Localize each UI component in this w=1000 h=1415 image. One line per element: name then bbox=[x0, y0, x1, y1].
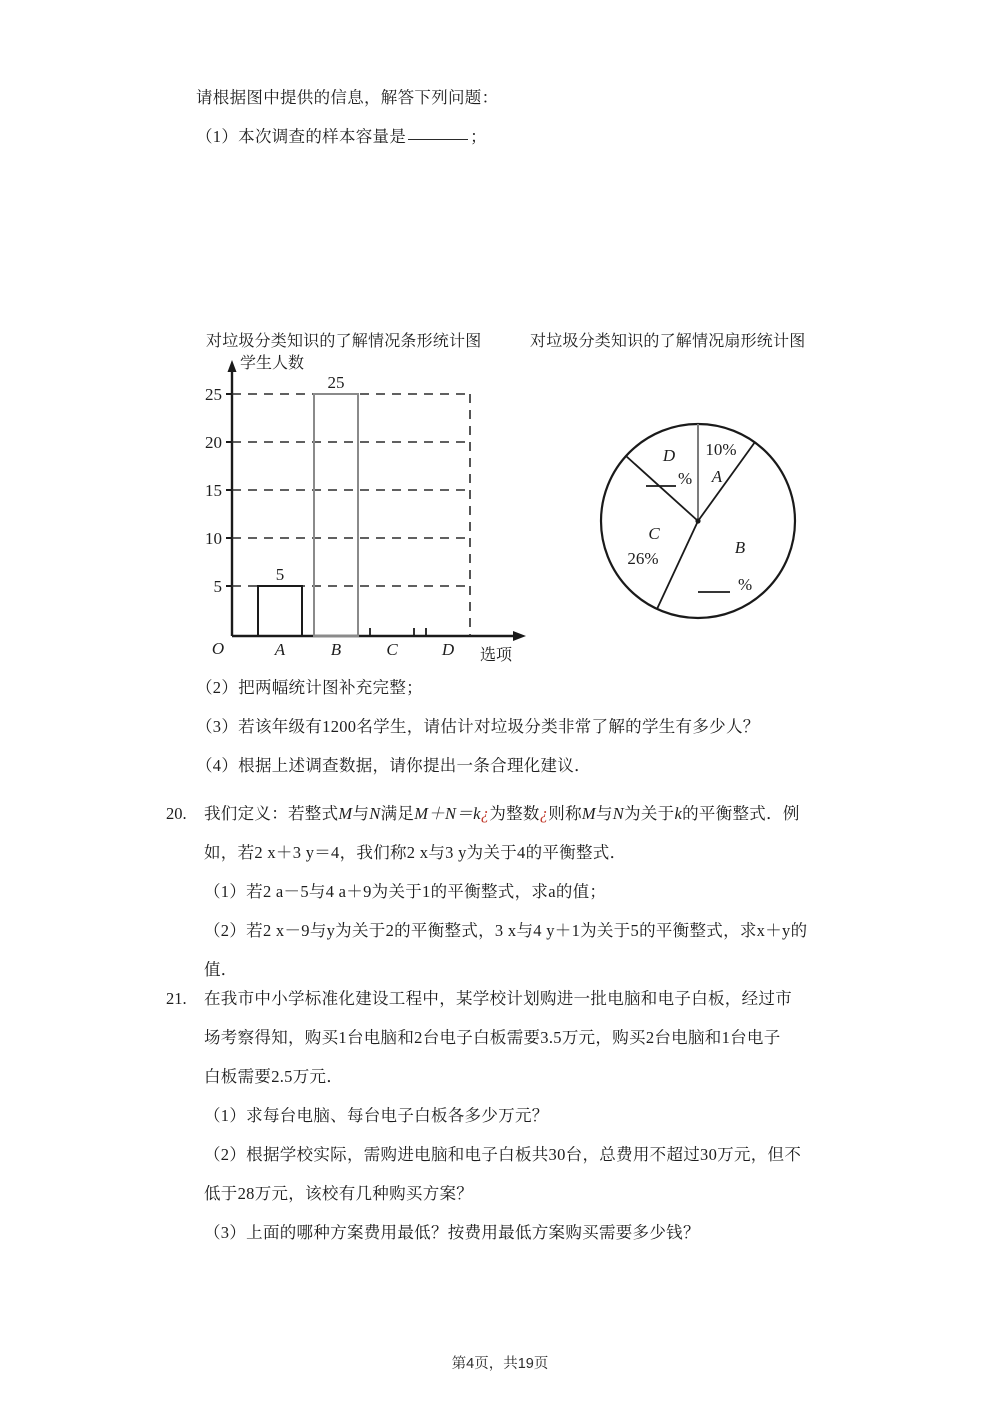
p20-l1-h: 的平衡整式．例 bbox=[682, 804, 800, 823]
problem-21-number: 21. bbox=[166, 989, 187, 1008]
y-tick-label-5: 5 bbox=[213, 577, 222, 596]
bar-A bbox=[258, 586, 302, 636]
x-category-C: C bbox=[386, 640, 398, 659]
pie-label-B-percent-sign: % bbox=[738, 575, 753, 594]
problem-20-line1 bbox=[204, 794, 800, 833]
y-axis-arrow bbox=[228, 360, 237, 372]
problem-21-sub2-line2: 低于28万元，该校有几种购买方案？ bbox=[204, 1184, 474, 1203]
question-19-1-suffix: ； bbox=[470, 127, 487, 146]
bar-A-value: 5 bbox=[275, 565, 285, 584]
bar-B bbox=[314, 394, 358, 636]
problem-21-line3: 白板需要2.5万元． bbox=[204, 1067, 344, 1086]
p20-l1-artifact-2: ¿ bbox=[539, 804, 549, 823]
p20-l1-artifact-1: ¿ bbox=[480, 804, 490, 823]
question-19-4: （4）根据上述调查数据，请你提出一条合理化建议． bbox=[196, 756, 591, 775]
p20-l1-f: 与 bbox=[595, 804, 613, 823]
fill-blank-sample-size[interactable] bbox=[408, 139, 468, 140]
page-footer: 第4页，共19页 bbox=[451, 1356, 549, 1372]
x-category-A: A bbox=[274, 640, 286, 659]
bar-chart bbox=[196, 352, 556, 664]
p20-l1-b: 与 bbox=[352, 804, 370, 823]
problem-20-sub2-line1: （2）若2 x－9与y为关于2的平衡整式，3 x与4 y＋1为关于5的平衡整式，求x＋y的 bbox=[204, 921, 808, 940]
p20-l1-e: 则称 bbox=[548, 804, 582, 823]
y-axis-title: 学生人数 bbox=[240, 355, 305, 372]
question-19-3: （3）若该年级有1200名学生，请估计对垃圾分类非常了解的学生有多少人？ bbox=[196, 717, 760, 736]
problem-20-line2: 如，若2 x＋3 y＝4，我们称2 x与3 y为关于4的平衡整式． bbox=[204, 843, 627, 862]
question-19-1-text: （1）本次调查的样本容量是 bbox=[196, 127, 407, 146]
problem-21-sub3: （3）上面的哪种方案费用最低？按费用最低方案购买需要多少钱？ bbox=[204, 1223, 700, 1242]
x-category-B: B bbox=[330, 640, 342, 659]
pie-label-A: A bbox=[711, 467, 723, 486]
problem-20-sub2-line2: 值． bbox=[204, 960, 238, 979]
pie-label-C-percent: 26% bbox=[627, 549, 659, 568]
x-category-D: D bbox=[441, 640, 455, 659]
problem-21-line2: 场考察得知，购买1台电脑和2台电子白板需要3.5万元，购买2台电脑和1台电子 bbox=[204, 1028, 781, 1047]
pie-label-C: C bbox=[648, 524, 660, 543]
pie-divider-B-C bbox=[657, 521, 698, 609]
pie-divider-C-D bbox=[626, 456, 698, 521]
origin-label: O bbox=[211, 639, 225, 658]
p20-l1-N2: N bbox=[612, 804, 625, 823]
problem-21-sub1: （1）求每台电脑、每台电子白板各多少万元？ bbox=[204, 1106, 549, 1125]
p20-l1-eq: M＋N＝k bbox=[414, 804, 481, 823]
p20-l1-d: 为整数 bbox=[489, 804, 540, 823]
p20-l1-M: M bbox=[338, 804, 353, 823]
y-tick-label-10: 10 bbox=[205, 529, 222, 548]
gridlines bbox=[232, 394, 470, 586]
pie-chart-title: 对垃圾分类知识的了解情况扇形统计图 bbox=[530, 333, 806, 350]
question-19-1 bbox=[196, 117, 487, 156]
p20-l1-M2: M bbox=[581, 804, 596, 823]
pie-label-D-percent-sign: % bbox=[678, 469, 693, 488]
x-axis-title: 选项 bbox=[479, 647, 513, 664]
problem-20-sub1: （1）若2 a－5与4 a＋9为关于1的平衡整式，求a的值； bbox=[204, 882, 607, 901]
bar-B-value: 25 bbox=[327, 373, 345, 392]
pie-label-A-percent: 10% bbox=[705, 440, 737, 459]
intro-line: 请根据图中提供的信息，解答下列问题： bbox=[196, 88, 499, 107]
x-axis-arrow bbox=[513, 631, 526, 641]
question-19-2: （2）把两幅统计图补充完整； bbox=[196, 678, 423, 697]
p20-l1-N: N bbox=[369, 804, 381, 823]
pie-chart bbox=[588, 408, 814, 634]
problem-21-line1: 在我市中小学标准化建设工程中，某学校计划购进一批电脑和电子白板，经过市 bbox=[204, 989, 792, 1008]
y-tick-label-25: 25 bbox=[205, 385, 222, 404]
statistics-figures bbox=[0, 318, 1000, 664]
pie-label-B: B bbox=[734, 538, 746, 557]
problem-21-sub2-line1: （2）根据学校实际，需购进电脑和电子白板共30台，总费用不超过30万元，但不 bbox=[204, 1145, 802, 1164]
problem-20-number: 20. bbox=[166, 804, 187, 823]
y-tick-label-15: 15 bbox=[205, 481, 222, 500]
p20-l1-a: 我们定义：若整式 bbox=[204, 804, 339, 823]
p20-l1-g: 为关于 bbox=[624, 804, 675, 823]
pie-label-D: D bbox=[662, 446, 676, 465]
y-tick-label-20: 20 bbox=[205, 433, 222, 452]
pie-center-dot bbox=[695, 518, 700, 523]
p20-l1-c: 满足 bbox=[380, 804, 415, 823]
p20-l1-k: k bbox=[674, 804, 683, 823]
bar-chart-title: 对垃圾分类知识的了解情况条形统计图 bbox=[206, 333, 482, 350]
